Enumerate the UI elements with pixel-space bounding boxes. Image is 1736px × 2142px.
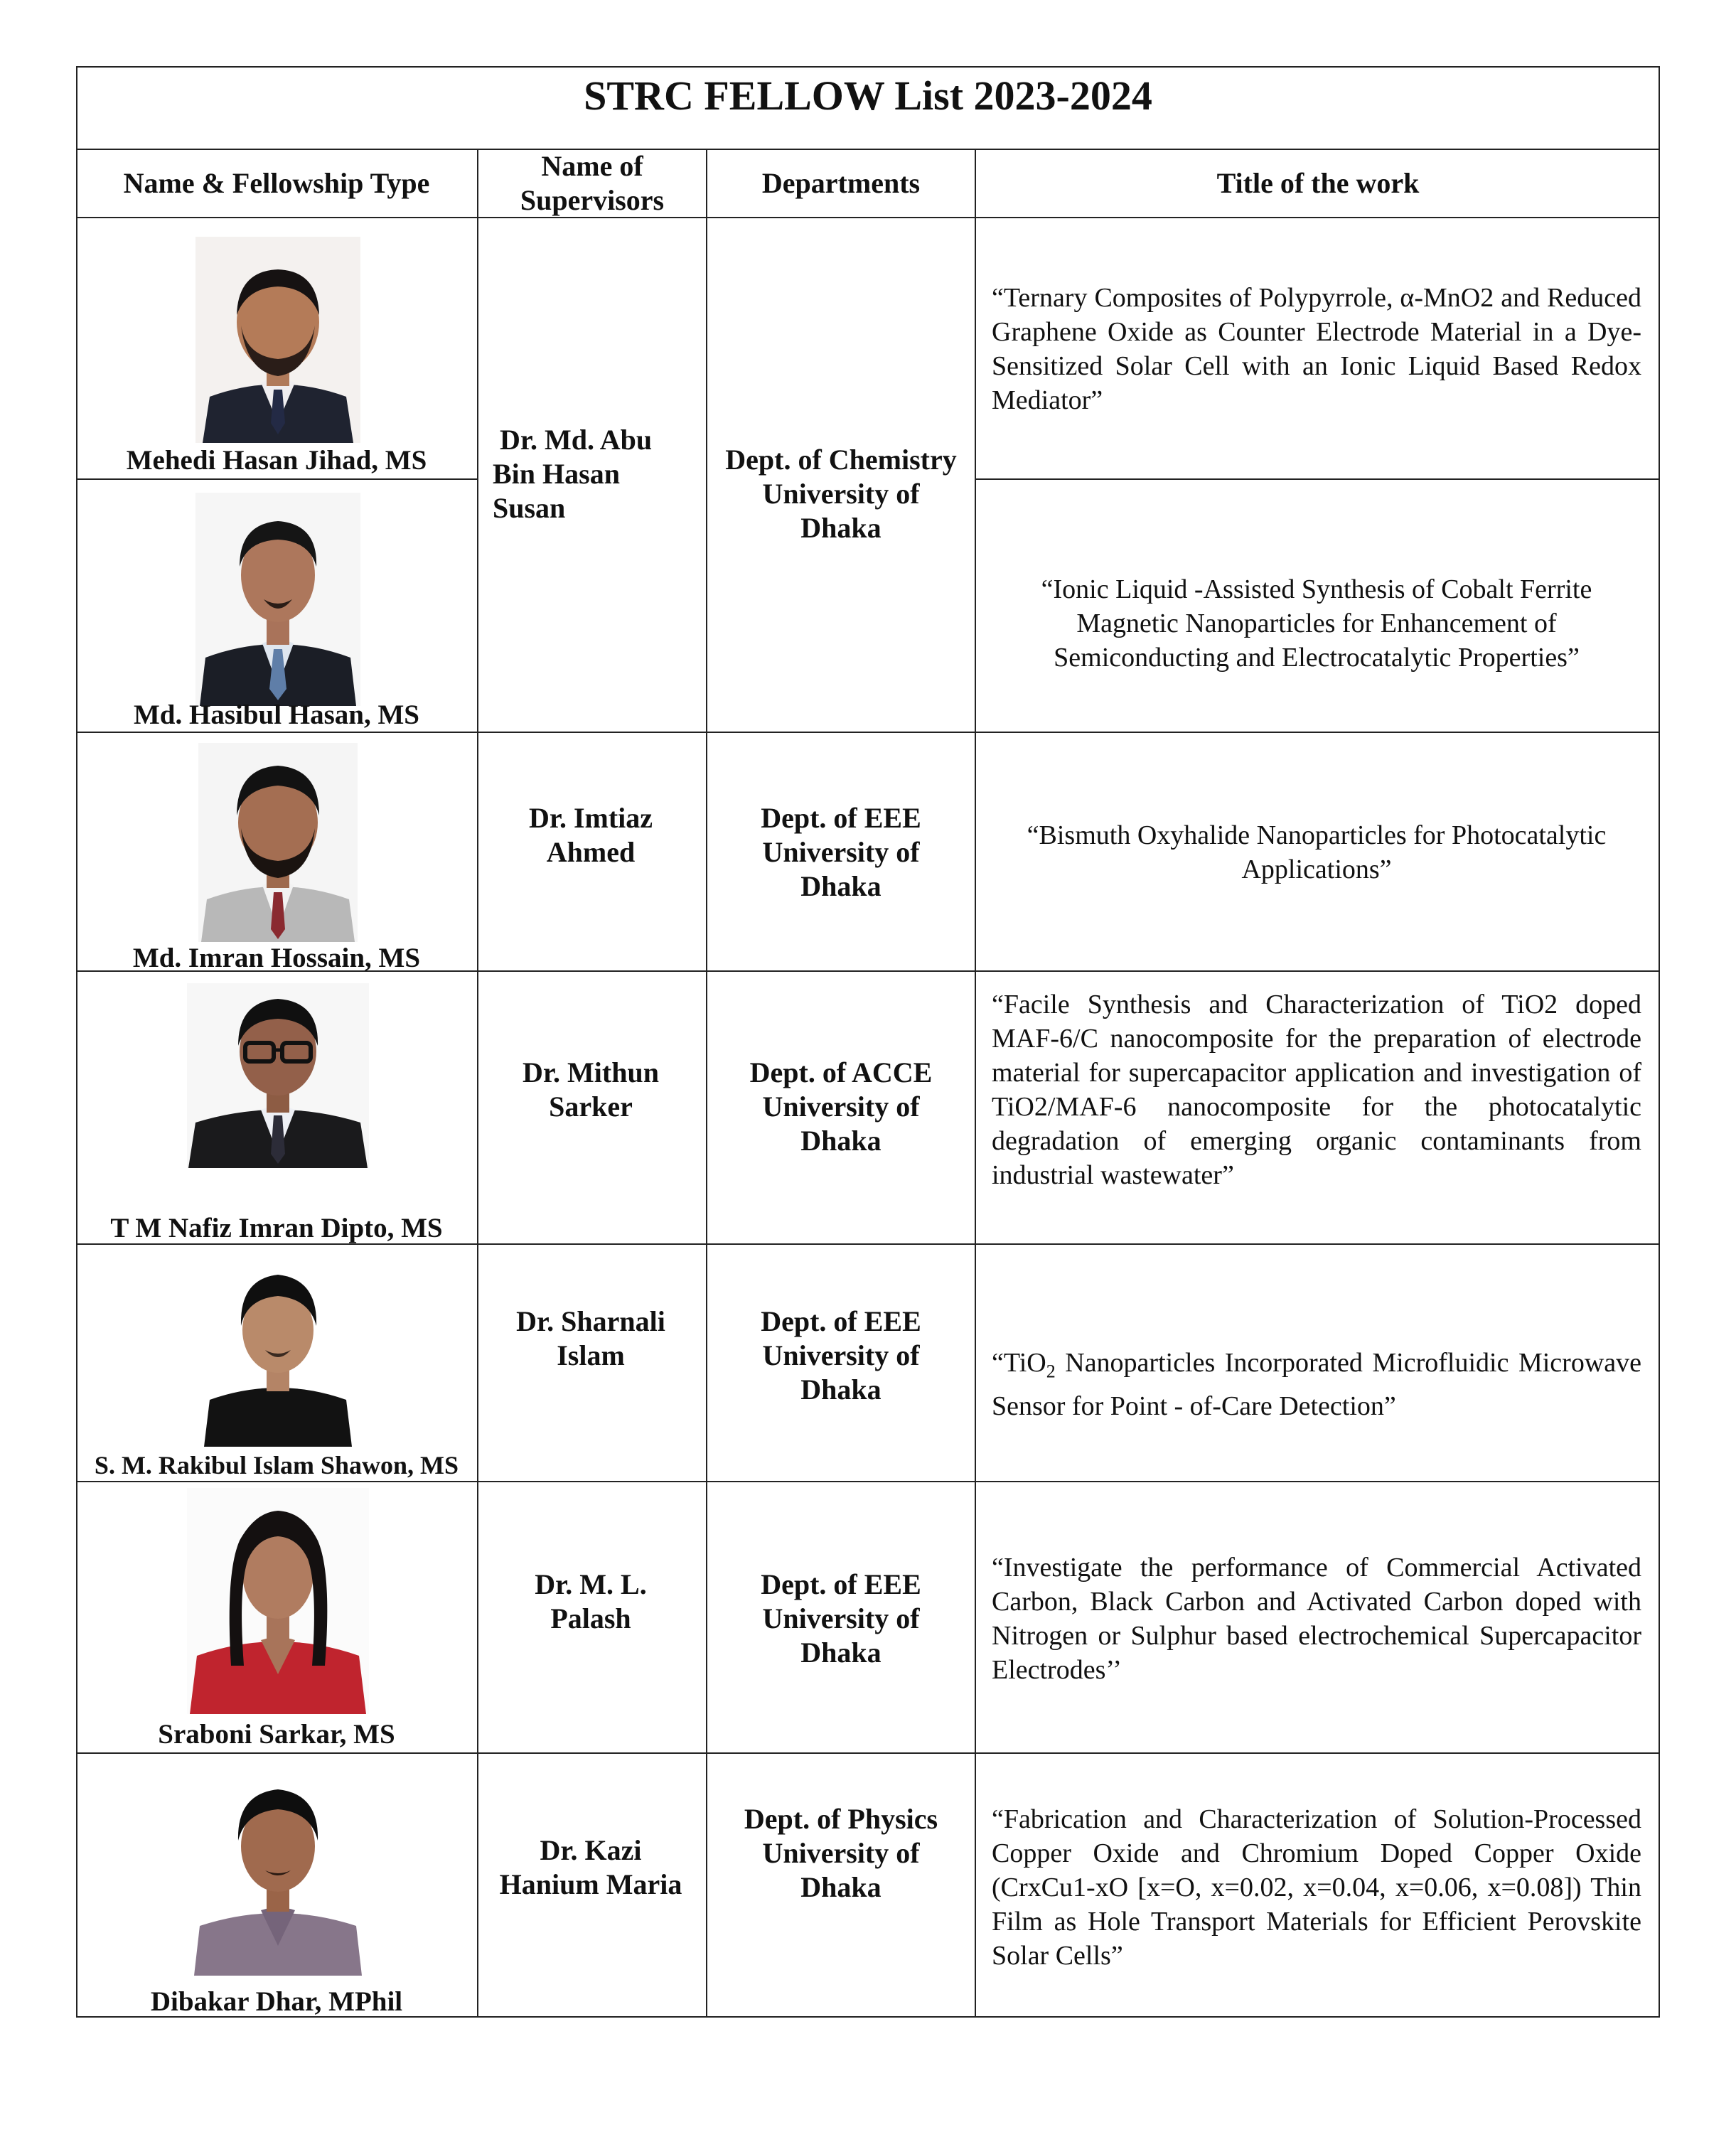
work-title: “Investigate the performance of Commercial Activated Carbon, Black Carbon and Activated Carbon doped with Nitrogen or Sulphur based electrochemical Supercapacitor Electrodes’’ (992, 1553, 1641, 1685)
supervisor-line: Dr. Imtiaz (528, 802, 653, 834)
work-title: “Ionic Liquid -Assisted Synthesis of Cobalt Ferrite Magnetic Nanoparticles for Enhancement of Semiconducting and Electrocatalytic Properties” (1041, 574, 1592, 673)
supervisor-name (493, 423, 699, 525)
header-departments: Departments (761, 167, 921, 199)
work-title: “Ternary Composites of Polypyrrole, α-MnO2 and Reduced Graphene Oxide as Counter Electrode Material in a Dye-Sensitized Solar Cell with an Ionic Liquid Based Redox Mediator” (992, 283, 1641, 415)
department-line: University of (762, 478, 920, 510)
supervisor-line: Dr. Md. Abu (500, 424, 653, 456)
department-line: Dhaka (800, 870, 882, 902)
supervisor-name (478, 801, 703, 869)
work-title: “Fabrication and Characterization of Solution-Processed Copper Oxide and Chromium Doped Copper Oxide (CrxCu1-xO [x=O, x=0.02, x=0.04, x=0.06, x=0.08]) Thin Film as Hole Transport Materials for Efficient Perovskite Solar Cells” (992, 1804, 1641, 1971)
department-line: University of (762, 1091, 920, 1123)
fellow-photo (187, 1488, 369, 1714)
work-title-part: Nanoparticles Incorporated Microfluidic Microwave Sensor for Point - of-Care Detection” (992, 1348, 1641, 1421)
department-line: Dhaka (800, 1373, 882, 1405)
supervisor-line: Palash (550, 1602, 631, 1634)
header-supervisors-line2: Supervisors (520, 184, 665, 216)
department-line: Dept. of EEE (761, 1568, 921, 1600)
supervisor-line: Dr. Sharnali (516, 1305, 665, 1337)
supervisor-line: Bin Hasan (493, 458, 620, 490)
department-name (707, 801, 975, 904)
row-divider (76, 1752, 1660, 1754)
row-divider (975, 478, 1660, 480)
fellow-photo (195, 493, 360, 706)
row-divider (76, 732, 1660, 733)
work-title-subscript: 2 (1046, 1361, 1056, 1382)
department-name (707, 1802, 975, 1905)
supervisor-line: Islam (557, 1339, 625, 1371)
fellow-name: Dibakar Dhar, MPhil (150, 1986, 403, 2017)
supervisor-line: Dr. M. L. (535, 1568, 647, 1600)
supervisor-line: Dr. Kazi (540, 1834, 642, 1866)
work-title: “Facile Synthesis and Characterization of TiO2 doped MAF-6/C nanocomposite for the preparation of electrode material for supercapacitor application and investigation of TiO2/MAF-6 nanocomposite for the photocatalytic degradation of emerging organic contaminants from industrial wastewater” (992, 990, 1641, 1190)
row-divider (76, 1481, 1660, 1482)
department-name (707, 1056, 975, 1158)
fellow-name: T M Nafiz Imran Dipto, MS (110, 1213, 443, 1243)
fellow-photo (198, 743, 358, 942)
supervisor-name (478, 1305, 703, 1373)
supervisor-name (478, 1833, 703, 1902)
supervisor-line: Ahmed (546, 836, 636, 868)
page-title: STRC FELLOW List 2023-2024 (584, 73, 1152, 119)
fellow-name: Md. Imran Hossain, MS (132, 943, 421, 973)
department-line: University of (762, 836, 920, 868)
department-line: Dept. of Physics (744, 1803, 938, 1835)
department-name (707, 1568, 975, 1670)
department-line: Dhaka (800, 1637, 882, 1669)
work-title (992, 1346, 1641, 1423)
work-title: “Bismuth Oxyhalide Nanoparticles for Photocatalytic Applications” (1027, 820, 1607, 884)
department-line: University of (762, 1837, 920, 1869)
department-line: University of (762, 1602, 920, 1634)
department-line: Dhaka (800, 512, 882, 544)
supervisor-line: Dr. Mithun (523, 1056, 659, 1088)
header-name: Name & Fellowship Type (123, 167, 430, 199)
supervisor-name (478, 1056, 703, 1124)
fellow-photo (201, 1258, 355, 1447)
department-name (707, 443, 975, 545)
department-line: Dhaka (800, 1125, 882, 1157)
header-supervisors (478, 150, 706, 217)
work-title-part: “TiO (992, 1348, 1046, 1378)
supervisor-name (478, 1568, 703, 1636)
fellow-list-table (76, 66, 1660, 2018)
department-line: Dept. of EEE (761, 1305, 921, 1337)
supervisor-line: Hanium Maria (499, 1868, 682, 1900)
department-line: Dept. of Chemistry (725, 444, 957, 476)
fellow-photo (195, 237, 360, 443)
department-name (707, 1305, 975, 1407)
supervisor-line: Sarker (549, 1091, 633, 1123)
department-line: Dhaka (800, 1871, 882, 1903)
column-divider (975, 149, 976, 2018)
fellow-name: Md. Hasibul Hasan, MS (133, 700, 420, 730)
header-divider (76, 217, 1660, 218)
department-line: University of (762, 1339, 920, 1371)
supervisor-line: Susan (493, 492, 566, 524)
fellow-name: Mehedi Hasan Jihad, MS (126, 445, 427, 476)
fellow-name: Sraboni Sarkar, MS (158, 1719, 395, 1750)
fellow-photo (193, 1768, 363, 1976)
department-line: Dept. of EEE (761, 802, 921, 834)
fellow-photo (187, 983, 369, 1168)
row-divider (76, 478, 477, 480)
header-title-of-work: Title of the work (1216, 167, 1420, 199)
department-line: Dept. of ACCE (749, 1056, 933, 1088)
header-supervisors-line1: Name of (541, 150, 643, 182)
fellow-name: S. M. Rakibul Islam Shawon, MS (94, 1451, 459, 1479)
